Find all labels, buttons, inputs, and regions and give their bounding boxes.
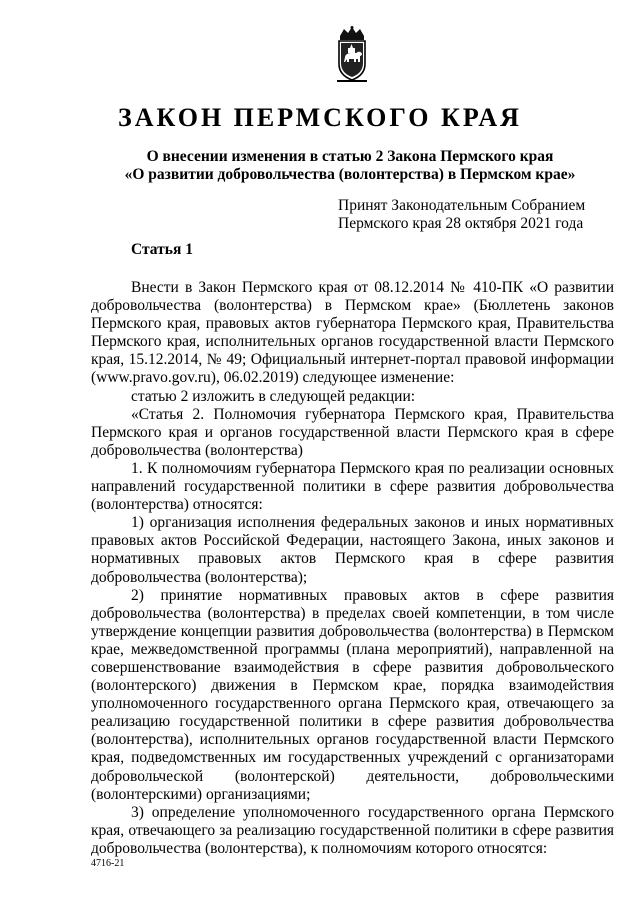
article-body: [91, 279, 614, 858]
paragraph: «Статья 2. Полномочия губернатора Пермского края, Правительства Пермского края и органов государственной власти Пермского края в сфере добровольчества (волонтерства): [91, 405, 614, 459]
subtitle-line: «О развитии добровольчества (волонтерства) в Пермском крае»: [124, 166, 576, 183]
coat-of-arms-emblem: [331, 26, 373, 82]
paragraph: Внести в Закон Пермского края от 08.12.2014 № 410-ПК «О развитии добровольчества (волонтерства) в Пермском крае» (Бюллетень законов Пермского края, правовых актов губернатора Пермского края, Правительства Пермского края, исполнительных органов государственной власти Пермского края, 15.12.2014, № 49; Официальный интернет-портал правовой информации (www.pravo.gov.ru), 06.02.2019) следующее изменение:: [91, 279, 614, 387]
document-code: 4716-21: [91, 858, 125, 869]
law-subtitle: [60, 148, 640, 184]
paragraph: 1. К полномочиям губернатора Пермского края по реализации основных направлений государственной политики в сфере развития добровольчества (волонтерства) относятся:: [91, 459, 614, 514]
adoption-line: Принят Законодательным Собранием: [338, 197, 586, 214]
paragraph: 2) принятие нормативных правовых актов в сфере развития добровольчества (волонтерства) в пределах своей компетенции, в том числе утверждение концепции развития добровольчества (волонтерства) в Пермском крае, межведомственной программы (плана мероприятий), направленной на совершенствование взаимодействия в сфере развития добровольческого (волонтерского) движения в Пермском крае, порядка взаимодействия уполномоченного государственного органа Пермского края, отвечающего за реализацию государственной политики в сфере развития добровольчества (волонтерства), исполнительных органов государственной власти Пермского края, подведомственных им государственных учреждений с организаторами добровольческой (волонтерской) деятельности, добровольческими (волонтерскими) организациями;: [91, 586, 614, 803]
law-title: ЗАКОН ПЕРМСКОГО КРАЯ: [118, 103, 522, 132]
article-heading: Статья 1: [131, 241, 193, 258]
subtitle-line: О внесении изменения в статью 2 Закона Пермского края: [146, 148, 554, 165]
paragraph: 3) определение уполномоченного государственного органа Пермского края, отвечающего за реализацию государственной политики в сфере развития добровольчества (волонтерства), к полномочиям которого относятся:: [91, 803, 614, 857]
paragraph: 1) организация исполнения федеральных законов и иных нормативных правовых актов Российской Федерации, настоящего Закона, иных законов и нормативных правовых актов Пермского края в сфере развития добровольчества (волонтерства);: [91, 514, 614, 586]
paragraph: статью 2 изложить в следующей редакции:: [131, 387, 416, 405]
adoption-note: [338, 197, 585, 233]
adoption-line: Пермского края 28 октября 2021 года: [338, 215, 584, 232]
